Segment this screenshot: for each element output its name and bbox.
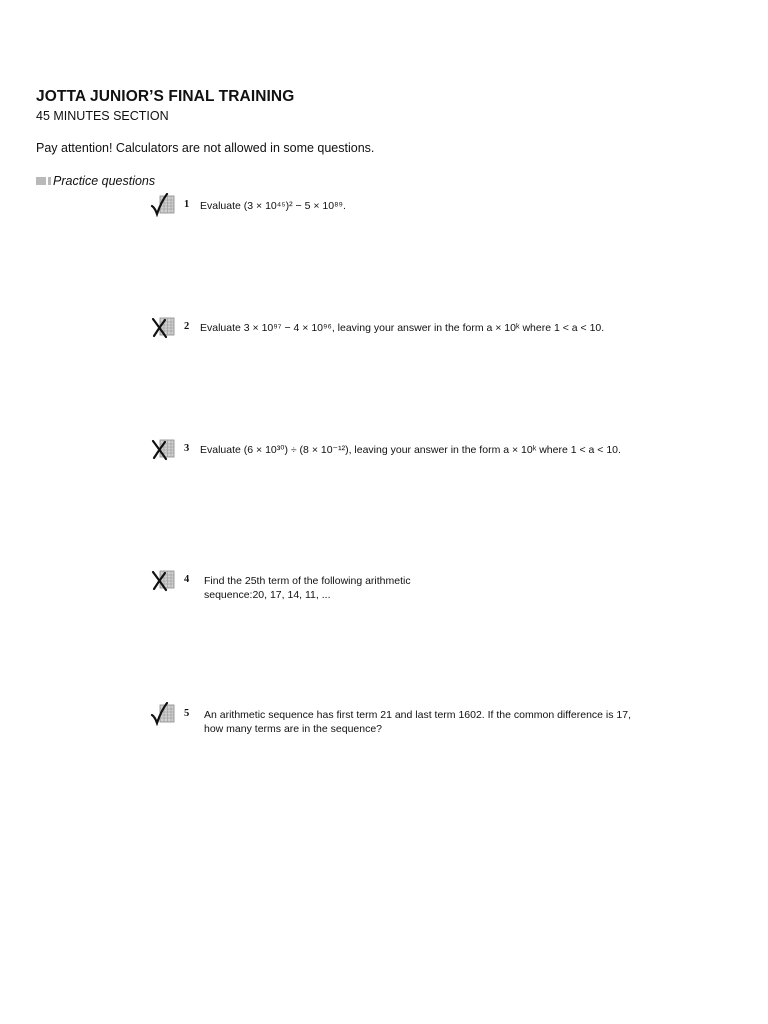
calculator-allowed-icon [150, 193, 176, 217]
calculator-not-allowed-icon [150, 568, 176, 592]
question-number: 1 [184, 199, 190, 210]
calculator-not-allowed-icon [150, 315, 176, 339]
question-text: An arithmetic sequence has first term 21 and last term 1602. If the common difference is 17, how many terms are in the sequence? [204, 709, 632, 735]
question-number: 2 [184, 321, 190, 332]
calculator-not-allowed-icon [150, 437, 176, 461]
page-subtitle: 45 MINUTES SECTION [36, 109, 169, 123]
question-text: Evaluate (6 × 10³⁰) ÷ (8 × 10⁻¹²), leaving your answer in the form a × 10ᵏ where 1 < a < 10. [200, 444, 621, 456]
question-text: Evaluate (3 × 10⁴⁵)² − 5 × 10⁸⁹. [200, 200, 346, 212]
page-title: JOTTA JUNIOR’S FINAL TRAINING [36, 88, 295, 105]
question-text: Evaluate 3 × 10⁹⁷ − 4 × 10⁹⁶, leaving your answer in the form a × 10ᵏ where 1 < a < 10. [200, 322, 605, 334]
question-number: 3 [184, 443, 190, 454]
question-number: 5 [184, 708, 190, 719]
section-marker-icon [36, 177, 51, 185]
question-number: 4 [184, 574, 190, 585]
section-label: Practice questions [53, 174, 156, 188]
question-text: Find the 25th term of the following arithmetic sequence:20, 17, 14, 11, ... [204, 575, 411, 601]
calculator-notice: Pay attention! Calculators are not allowed in some questions. [36, 141, 375, 155]
calculator-allowed-icon [150, 702, 176, 726]
section-heading [36, 174, 155, 188]
